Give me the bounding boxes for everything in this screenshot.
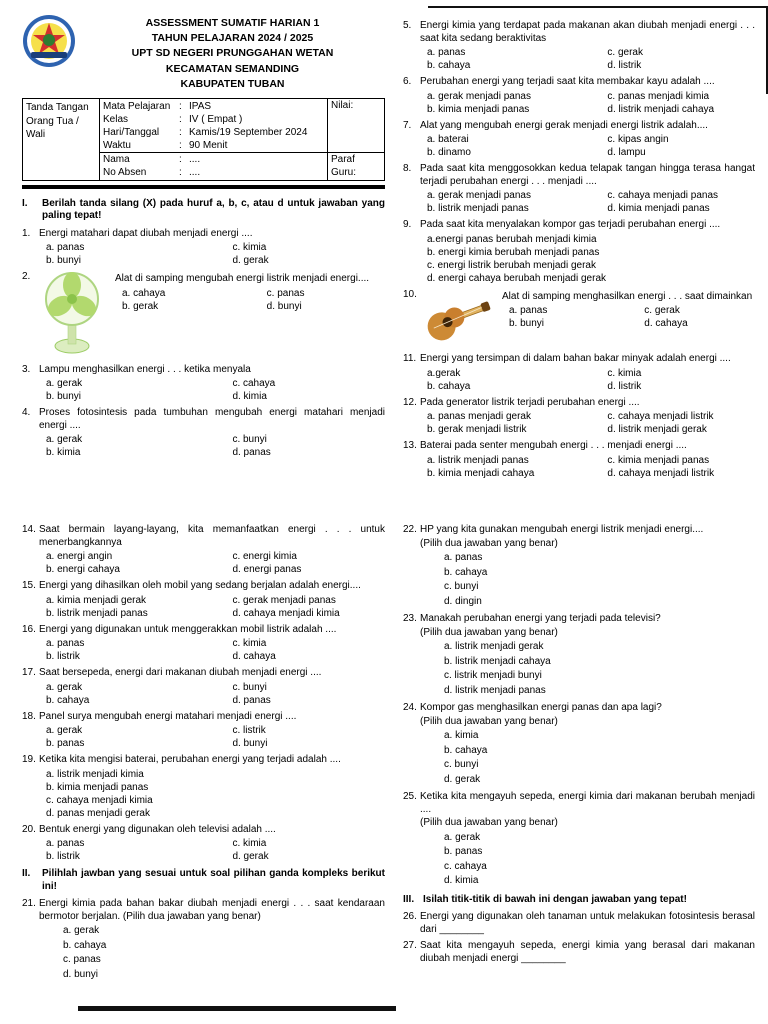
answer-option: d. cahaya	[644, 318, 688, 329]
answer-option: b. cahaya	[63, 939, 107, 951]
answer-option: a. gerak menjadi panas	[427, 190, 531, 201]
info-rows	[100, 99, 328, 180]
header-line-3: UPT SD NEGERI PRUNGGAHAN WETAN	[131, 47, 334, 60]
answer-option: b. cahaya	[427, 380, 471, 392]
question-number: 8.	[403, 163, 412, 174]
answer-options	[39, 768, 385, 820]
answer-option: b. bunyi	[46, 255, 82, 267]
header-line-5: KABUPATEN TUBAN	[180, 77, 285, 90]
answer-options	[420, 410, 755, 436]
answer-option: a. gerak	[46, 378, 83, 390]
answer-options	[39, 377, 385, 403]
question-18	[22, 711, 385, 751]
question-number: 20.	[22, 823, 36, 835]
answer-option: a. listrik menjadi gerak	[444, 641, 544, 652]
school-logo-icon	[22, 14, 76, 73]
signature-line-3: Wali	[26, 129, 46, 141]
answer-option: a. gerak	[46, 725, 83, 736]
header-title-block	[80, 14, 385, 92]
question-text: Pada saat kita menggosokkan kedua telapak tangan hingga terasa hangat terjadi perubahan energi . . . menjadi ....	[420, 163, 755, 187]
info-row-nama	[100, 152, 327, 166]
info-colon: :	[179, 167, 182, 179]
answer-option: a.energi panas berubah menjadi kimia	[427, 233, 597, 245]
column-left-top	[22, 14, 385, 463]
question-19	[22, 754, 385, 820]
answer-option: a. panas	[46, 242, 85, 254]
scan-artifact-bottom-bar	[78, 1006, 396, 1011]
answer-option: c. panas	[63, 954, 101, 965]
answer-option: c. listrik	[232, 725, 266, 736]
answer-options	[115, 287, 385, 313]
answer-option: c. panas	[266, 287, 305, 299]
answer-option: a. panas	[444, 552, 483, 563]
question-list-5-13	[403, 20, 755, 484]
question-text: HP yang kita gunakan mengubah energi listrik menjadi energi....	[420, 524, 704, 535]
signature-line-2: Orang Tua /	[26, 115, 79, 127]
question-text: Proses fotosintesis pada tumbuhan mengubah energi matahari menjadi energi ....	[39, 407, 385, 431]
info-label: No Absen	[103, 167, 147, 179]
info-colon: :	[179, 127, 182, 139]
question-text: Energi yang dihasilkan oleh mobil yang sedang berjalan adalah energi....	[39, 580, 361, 591]
question-5	[403, 20, 755, 72]
answer-options	[420, 46, 755, 72]
answer-option: d. listrik menjadi cahaya	[607, 103, 715, 115]
answer-option: b. bunyi	[46, 391, 82, 403]
answer-option: a. panas	[46, 638, 85, 649]
question-text: Saat bermain layang-layang, kita memanfaatkan energi . . . untuk menerbangkannya	[39, 524, 385, 548]
answer-option: c. kimia menjadi panas	[607, 454, 710, 466]
answer-option: d. listrik	[607, 60, 642, 71]
answer-option: d. kimia	[444, 875, 479, 886]
question-text: Alat yang mengubah energi gerak menjadi energi listrik adalah....	[420, 119, 708, 131]
info-value: IPAS	[189, 101, 212, 113]
question-number: 15.	[22, 580, 36, 591]
question-27	[403, 940, 755, 965]
answer-option: d. listrik menjadi gerak	[607, 424, 707, 435]
answer-options	[39, 433, 385, 459]
answer-options	[420, 90, 755, 116]
question-24	[403, 702, 755, 787]
header-line-4: KECAMATAN SEMANDING	[165, 62, 300, 75]
answer-option: c. kimia	[232, 838, 267, 849]
answer-option: a.gerak	[427, 367, 461, 379]
answer-option: c. panas menjadi kimia	[607, 90, 710, 102]
info-value: IV ( Empat )	[189, 114, 243, 126]
question-number: 18.	[22, 710, 36, 722]
answer-option: c. cahaya	[444, 860, 487, 872]
answer-option: b. cahaya	[427, 60, 471, 71]
section-title: Berilah tanda silang (X) pada huruf a, b, c, atau d untuk jawaban yang paling tepat!	[42, 197, 385, 222]
answer-option: b. energi kimia berubah menjadi panas	[427, 246, 600, 258]
section-numeral: III.	[403, 893, 415, 905]
question-25	[403, 791, 755, 889]
guitar-illustration-icon	[420, 289, 492, 350]
section-heading-s1	[22, 198, 385, 223]
question-text: Perubahan energi yang terjadi saat kita membakar kayu adalah ....	[420, 76, 715, 87]
answer-options	[39, 550, 385, 576]
answer-options	[39, 837, 385, 863]
answer-option: c. kimia	[232, 242, 267, 254]
question-text: Saat bersepeda, energi dari makanan diubah menjadi energi ....	[39, 667, 322, 678]
question-22	[403, 524, 755, 609]
question-text: Ketika kita mengayuh sepeda, energi kimia dari makanan berubah menjadi ....	[420, 791, 755, 815]
answer-option: b. gerak	[122, 300, 159, 312]
answer-option: b. kimia menjadi panas	[427, 103, 530, 115]
question-text: Energi kimia pada bahan bakar diubah menjadi energi . . . saat kendaraan bermotor berjalan. (Pilih dua jawaban yang benar)	[39, 898, 385, 922]
answer-option: c. listrik menjadi bunyi	[444, 670, 542, 681]
answer-option: c. gerak	[607, 47, 643, 58]
question-16	[22, 624, 385, 664]
answer-option: a. gerak	[46, 434, 83, 446]
section-heading-s2	[22, 868, 385, 893]
answer-option: c. cahaya menjadi listrik	[607, 411, 714, 422]
section-numeral: I.	[22, 197, 28, 209]
answer-option: d. cahaya	[232, 651, 276, 662]
question-26	[403, 911, 755, 936]
question-number: 14.	[22, 524, 36, 535]
answer-option: a. panas	[427, 47, 466, 58]
answer-option: b. kimia menjadi cahaya	[427, 467, 535, 479]
answer-options	[420, 133, 755, 159]
question-23	[403, 613, 755, 698]
question-number: 2.	[22, 271, 31, 283]
answer-option: c. energi kimia	[232, 551, 297, 562]
info-label: Hari/Tanggal	[103, 127, 160, 139]
section-numeral: II.	[22, 868, 31, 879]
question-text: Energi kimia yang terdapat pada makanan akan diubah menjadi energi . . . saat kita sedang beraktivitas	[420, 20, 755, 44]
answer-option: c. gerak menjadi panas	[232, 594, 336, 606]
info-row-no-absen	[100, 166, 327, 179]
question-21	[22, 898, 385, 982]
answer-option: d. bunyi	[63, 968, 99, 980]
question-12	[403, 397, 755, 437]
answer-option: d. energi panas	[232, 564, 302, 575]
answer-option: d. bunyi	[266, 300, 302, 312]
answer-option: a. gerak	[444, 831, 481, 843]
answer-option: d. gerak	[232, 851, 269, 862]
answer-option: a. gerak menjadi panas	[427, 90, 531, 102]
nilai-label: Nilai:	[331, 100, 354, 112]
question-number: 16.	[22, 623, 36, 635]
question-number: 12.	[403, 396, 417, 408]
answer-option: a. gerak	[46, 681, 83, 693]
answer-option: d. gerak	[232, 255, 269, 267]
answer-option: d. kimia menjadi panas	[607, 203, 710, 214]
answer-options	[39, 637, 385, 663]
paraf-guru-label: Paraf Guru:	[328, 152, 384, 180]
question-text: Alat di samping mengubah energi listrik menjadi energi....	[115, 273, 370, 285]
answer-option: d. energi cahaya berubah menjadi gerak	[427, 272, 607, 284]
answer-option: d. panas menjadi gerak	[46, 807, 150, 819]
question-20	[22, 824, 385, 864]
answer-option: d. cahaya menjadi kimia	[232, 607, 340, 619]
question-list-22-27	[403, 524, 755, 969]
info-row-hari-tanggal	[100, 126, 327, 139]
answer-option: b. cahaya	[444, 744, 488, 756]
header-line-2: TAHUN PELAJARAN 2024 / 2025	[151, 32, 314, 45]
question-2	[22, 271, 385, 360]
answer-option: c. bunyi	[444, 581, 479, 592]
question-4	[22, 407, 385, 459]
answer-option: b. bunyi	[509, 318, 545, 329]
question-text: Bentuk energi yang digunakan oleh televisi adalah ....	[39, 823, 276, 835]
answer-option: a. baterai	[427, 134, 469, 145]
question-9	[403, 219, 755, 285]
question-list-14-21	[22, 524, 385, 986]
question-15	[22, 580, 385, 620]
info-value: ....	[189, 167, 201, 179]
answer-options	[502, 304, 755, 330]
answer-option: a. kimia menjadi gerak	[46, 594, 147, 606]
answer-options	[420, 233, 755, 285]
question-14	[22, 524, 385, 576]
info-row-mata-pelajaran	[100, 100, 327, 113]
answer-option: c. cahaya menjadi panas	[607, 190, 719, 201]
answer-option: b. dinamo	[427, 147, 471, 158]
answer-option: c. kimia	[232, 638, 267, 649]
question-text: Ketika kita mengisi baterai, perubahan energi yang terjadi adalah ....	[39, 754, 341, 765]
answer-option: a. cahaya	[122, 287, 166, 299]
question-note: (Pilih dua jawaban yang benar)	[420, 626, 558, 638]
question-note: (Pilih dua jawaban yang benar)	[420, 537, 558, 549]
answer-option: a. listrik menjadi panas	[427, 454, 529, 466]
answer-option: a. kimia	[444, 730, 479, 741]
answer-options	[420, 551, 755, 609]
question-number: 1.	[22, 227, 31, 239]
document-header	[22, 14, 385, 92]
answer-option: d. dingin	[444, 595, 482, 607]
answer-option: b. panas	[444, 846, 483, 857]
question-number: 13.	[403, 440, 417, 451]
question-note: (Pilih dua jawaban yang benar)	[420, 715, 558, 727]
question-text: Alat di samping menghasilkan energi . . . saat dimainkan	[502, 290, 753, 302]
answer-option: c. bunyi	[232, 681, 267, 693]
answer-option: c. kimia	[607, 367, 642, 379]
question-3	[22, 364, 385, 404]
question-number: 11.	[403, 353, 417, 364]
answer-option: a. energi angin	[46, 551, 113, 562]
answer-option: b. listrik	[46, 851, 80, 862]
question-text: Energi yang digunakan untuk menggerakkan mobil listrik adalah ....	[39, 623, 337, 635]
answer-options	[39, 241, 385, 267]
question-number: 24.	[403, 702, 417, 713]
question-8	[403, 163, 755, 215]
question-text: Energi matahari dapat diubah menjadi energi ....	[39, 227, 253, 239]
question-text: Baterai pada senter mengubah energi . . . menjadi energi ....	[420, 440, 687, 451]
info-row-kelas	[100, 113, 327, 126]
answer-option: c. cahaya menjadi kimia	[46, 794, 153, 806]
info-label: Waktu	[103, 140, 131, 152]
answer-option: d. panas	[232, 694, 271, 706]
divider-rule	[22, 185, 385, 189]
info-value: ....	[189, 154, 201, 166]
question-text: Panel surya mengubah energi matahari menjadi energi ....	[39, 710, 297, 722]
question-text: Kompor gas menghasilkan energi panas dan apa lagi?	[420, 702, 662, 713]
answer-options	[39, 724, 385, 750]
answer-option: d. bunyi	[232, 738, 268, 749]
answer-option: d. kimia	[232, 391, 267, 403]
answer-option: c. gerak	[644, 305, 680, 316]
info-row-waktu	[100, 139, 327, 152]
info-label: Kelas	[103, 114, 129, 126]
question-number: 5.	[403, 20, 412, 31]
answer-option: b. cahaya	[46, 694, 90, 706]
answer-option: c. cahaya	[232, 378, 276, 390]
question-6	[403, 76, 755, 116]
info-value: Kamis/19 September 2024	[189, 127, 308, 139]
answer-option: b. listrik menjadi cahaya	[444, 655, 551, 667]
answer-option: a. panas	[46, 838, 85, 849]
answer-option: a. listrik menjadi kimia	[46, 768, 144, 780]
question-number: 26.	[403, 911, 417, 922]
question-note: (Pilih dua jawaban yang benar)	[420, 817, 558, 828]
answer-options	[420, 454, 755, 480]
question-number: 25.	[403, 791, 417, 802]
answer-options	[420, 729, 755, 787]
question-1	[22, 228, 385, 268]
question-number: 10.	[403, 288, 417, 300]
answer-options	[39, 681, 385, 707]
question-number: 3.	[22, 363, 31, 375]
answer-option: b. listrik menjadi panas	[46, 607, 148, 619]
question-number: 9.	[403, 219, 412, 230]
answer-option: b. listrik menjadi panas	[427, 203, 529, 214]
answer-options	[39, 924, 385, 982]
answer-options	[420, 831, 755, 889]
question-text: Pada generator listrik terjadi perubahan energi ....	[420, 396, 640, 408]
answer-option: b. listrik	[46, 651, 80, 662]
info-colon: :	[179, 114, 182, 126]
answer-option: b. kimia	[46, 447, 81, 459]
signature-cell	[23, 99, 100, 180]
info-label: Mata Pelajaran	[103, 101, 171, 113]
section-title: Isilah titik-titik di bawah ini dengan jawaban yang tepat!	[423, 893, 687, 905]
answer-options	[39, 594, 385, 620]
question-text: Energi yang digunakan oleh tanaman untuk melakukan fotosintesis berasal dari ________	[420, 911, 755, 935]
info-colon: :	[179, 140, 182, 152]
signature-line-1: Tanda Tangan	[26, 102, 89, 114]
question-list-1-4	[22, 198, 385, 460]
question-number: 21.	[22, 898, 36, 909]
question-text: Pada saat kita menyalakan kompor gas terjadi perubahan energi ....	[420, 219, 721, 230]
answer-option: d. panas	[232, 447, 271, 459]
question-text: Energi yang tersimpan di dalam bahan bakar minyak adalah energi ....	[420, 353, 731, 364]
answer-option: a. gerak	[63, 925, 100, 936]
question-17	[22, 667, 385, 707]
question-number: 19.	[22, 754, 36, 765]
answer-option: c. bunyi	[444, 759, 479, 770]
answer-option: c. energi listrik berubah menjadi gerak	[427, 259, 596, 271]
answer-option: d. cahaya menjadi listrik	[607, 467, 715, 479]
question-number: 4.	[22, 407, 31, 419]
section-title: Pilihlah jawban yang sesuai untuk soal pilihan ganda kompleks berikut ini!	[42, 868, 385, 892]
question-number: 27.	[403, 940, 417, 951]
answer-option: d. listrik	[607, 380, 642, 392]
answer-option: b. cahaya	[444, 566, 488, 578]
question-number: 6.	[403, 76, 412, 87]
header-line-1: ASSESSMENT SUMATIF HARIAN 1	[145, 17, 320, 29]
question-13	[403, 440, 755, 480]
answer-options	[420, 367, 755, 393]
grade-cell	[328, 99, 384, 180]
info-colon: :	[179, 101, 182, 113]
question-number: 17.	[22, 667, 36, 678]
question-number: 7.	[403, 119, 412, 131]
answer-option: b. gerak menjadi listrik	[427, 424, 527, 435]
info-colon: :	[179, 154, 182, 166]
answer-option: c. kipas angin	[607, 134, 669, 145]
answer-options	[420, 640, 755, 698]
info-value: 90 Menit	[189, 140, 228, 152]
question-text: Lampu menghasilkan energi . . . ketika menyala	[39, 363, 251, 375]
question-10	[403, 289, 755, 350]
answer-option: c. bunyi	[232, 434, 267, 446]
question-7	[403, 120, 755, 160]
answer-option: b. kimia menjadi panas	[46, 781, 149, 793]
info-table	[22, 98, 385, 181]
answer-option: a. panas menjadi gerak	[427, 411, 531, 422]
question-text: Saat kita mengayuh sepeda, energi kimia yang berasal dari makanan diubah menjadi energi ________	[420, 940, 755, 964]
section-heading-s3	[403, 894, 755, 907]
question-number: 23.	[403, 613, 417, 624]
question-11	[403, 353, 755, 393]
answer-option: d. lampu	[607, 147, 646, 158]
question-text: Manakah perubahan energi yang terjadi pada televisi?	[420, 613, 661, 624]
answer-option: b. energi cahaya	[46, 564, 120, 575]
answer-option: d. gerak	[444, 773, 481, 785]
answer-option: d. listrik menjadi panas	[444, 684, 546, 696]
fan-illustration-icon	[39, 271, 105, 360]
info-label: Nama	[103, 154, 130, 166]
answer-options	[420, 189, 755, 215]
answer-option: a. panas	[509, 305, 548, 316]
question-number: 22.	[403, 524, 417, 535]
answer-option: b. panas	[46, 738, 85, 749]
scan-artifact-top-line	[428, 6, 768, 8]
